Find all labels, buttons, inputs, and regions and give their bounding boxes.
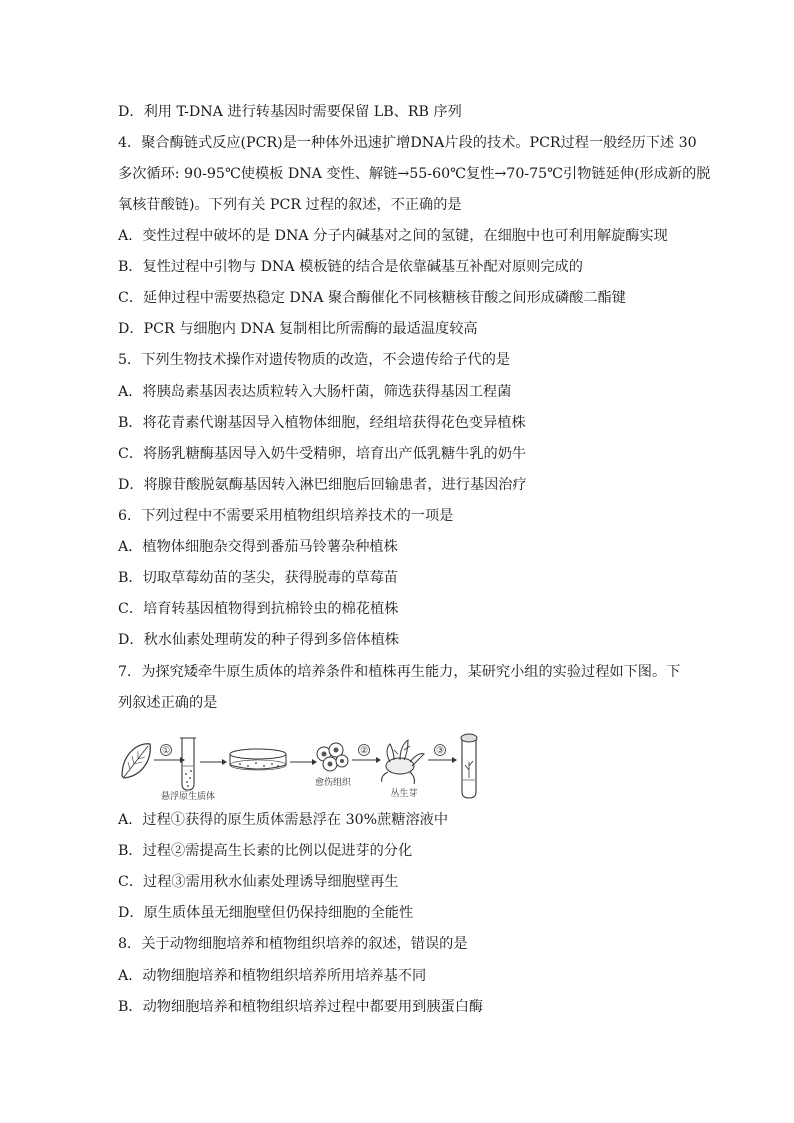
protoplast-label: 悬浮原生质体 <box>160 792 216 802</box>
option-8b: B．动物细胞培养和植物组织培养过程中都要用到胰蛋白酶 <box>118 999 484 1015</box>
option-7c: C．过程③需用秋水仙素处理诱导细胞壁再生 <box>118 874 399 890</box>
question-8-stem: 8．关于动物细胞培养和植物组织培养的叙述，错误的是 <box>118 936 468 952</box>
question-5-stem: 5．下列生物技术操作对遗传物质的改造，不会遗传给子代的是 <box>118 352 511 368</box>
option-5d: D．将腺苷酸脱氨酶基因转入淋巴细胞后回输患者，进行基因治疗 <box>118 477 527 493</box>
option-6d: D．秋水仙素处理萌发的种子得到多倍体植株 <box>118 632 399 648</box>
test-tube-icon <box>180 738 196 790</box>
protoplast-culture-diagram <box>118 732 488 802</box>
buds-label: 丛生芽 <box>390 789 418 799</box>
question-4-stem-line2: 多次循环: 90-95℃使模板 DNA 变性、解链→55-60℃复性→70-75℃引物链延伸(形成新的脱 <box>118 166 711 182</box>
plantlet-tube-icon <box>461 734 477 798</box>
option-7b: B．过程②需提高生长素的比例以促进芽的分化 <box>118 843 413 859</box>
question-4-stem-line3: 氧核苷酸链)。下列有关 PCR 过程的叙述，不正确的是 <box>118 197 462 213</box>
leaf-icon <box>122 744 150 778</box>
option-7d: D．原生质体虽无细胞壁但仍保持细胞的全能性 <box>118 905 414 921</box>
step-2-label: ② <box>359 746 369 756</box>
question-7-stem-line2: 列叙述正确的是 <box>118 695 218 711</box>
step-1-label: ① <box>161 746 171 756</box>
option-5a: A．将胰岛素基因表达质粒转入大肠杆菌，筛选获得基因工程菌 <box>118 384 512 400</box>
option-4a: A．变性过程中破坏的是 DNA 分子内碱基对之间的氢键，在细胞中也可利用解旋酶实现 <box>118 228 668 244</box>
option-6c: C．培育转基因植物得到抗棉铃虫的棉花植株 <box>118 601 399 617</box>
option-5b: B．将花青素代谢基因导入植物体细胞，经组培获得花色变异植株 <box>118 415 526 431</box>
option-4d: D．PCR 与细胞内 DNA 复制相比所需酶的最适温度较高 <box>118 321 478 337</box>
petri-dish-icon <box>230 749 286 770</box>
option-4c: C．延伸过程中需要热稳定 DNA 聚合酶催化不同核糖核苷酸之间形成磷酸二酯键 <box>118 290 626 306</box>
callus-icon <box>317 743 348 771</box>
option-8a: A．动物细胞培养和植物组织培养所用培养基不同 <box>118 968 427 984</box>
option-4b: B．复性过程中引物与 DNA 模板链的结合是依靠碱基互补配对原则完成的 <box>118 259 583 275</box>
option-6b: B．切取草莓幼苗的茎尖，获得脱毒的草莓苗 <box>118 570 398 586</box>
option-7a: A．过程①获得的原生质体需悬浮在 30%蔗糖溶液中 <box>118 812 449 828</box>
question-4-stem-line1: 4．聚合酶链式反应(PCR)是一种体外迅速扩增DNA片段的技术。PCR过程一般经历下述 30 <box>118 135 697 151</box>
question-6-stem: 6．下列过程中不需要采用植物组织培养技术的一项是 <box>118 508 454 524</box>
step-3-label: ③ <box>435 746 445 756</box>
option-6a: A．植物体细胞杂交得到番茄马铃薯杂种植株 <box>118 539 398 555</box>
question-7-stem-line1: 7．为探究矮牵牛原生质体的培养条件和植株再生能力，某研究小组的实验过程如下图。下 <box>118 664 681 680</box>
option-5c: C．将肠乳糖酶基因导入奶牛受精卵，培育出产低乳糖牛乳的奶牛 <box>118 446 527 462</box>
callus-label: 愈伤组织 <box>314 778 352 788</box>
option-3d: D．利用 T-DNA 进行转基因时需要保留 LB、RB 序列 <box>118 104 462 120</box>
buds-icon <box>382 740 424 784</box>
